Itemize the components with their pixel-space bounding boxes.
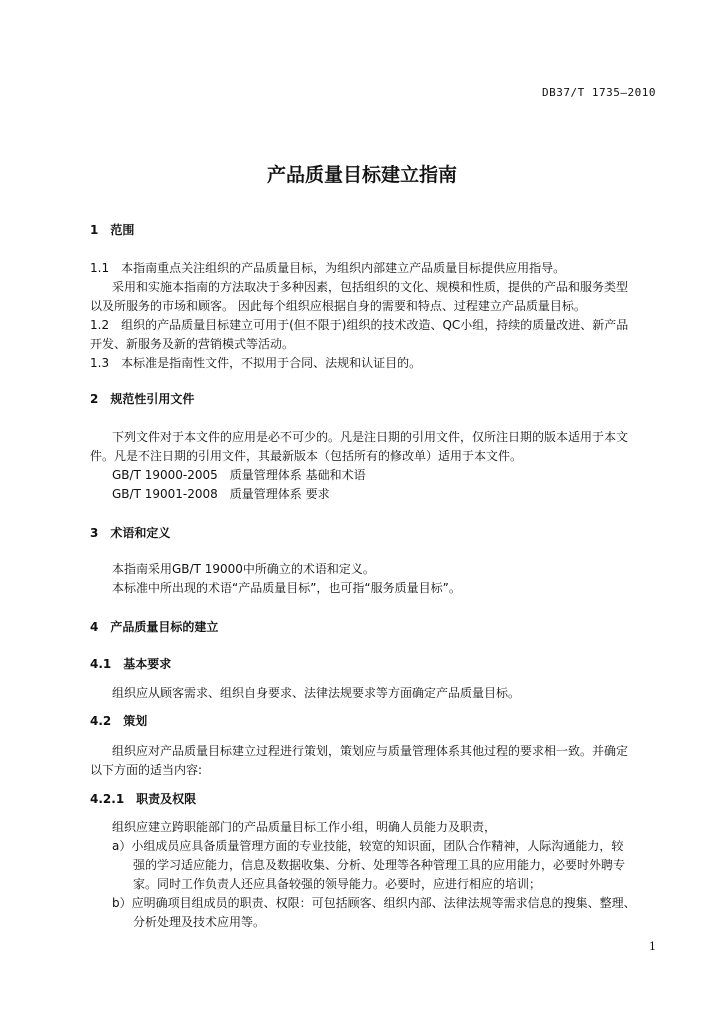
reference-item: GB/T 19001-2008 质量管理体系 要求 <box>112 487 330 501</box>
list-item-continuation: 强的学习适应能力，信息及数据收集、分析、处理等各种管理工具的应用能力，必要时外聘专 <box>133 858 626 872</box>
paragraph-line: 组织应对产品质量目标建立过程进行策划，策划应与质量管理体系其他过程的要求相一致。并确定 <box>112 744 629 758</box>
paragraph-line: 本指南采用GB/T 19000中所确立的术语和定义。 <box>112 562 375 576</box>
list-item: b）应明确项目组成员的职责、权限：可包括顾客、组织内部、法律法规等需求信息的搜集、整理、 <box>112 896 636 910</box>
subsection-heading-4-1: 4.1 基本要求 <box>90 657 172 671</box>
reference-item: GB/T 19000-2005 质量管理体系 基础和术语 <box>112 468 366 482</box>
paragraph-line: 1.2 组织的产品质量目标建立可用于(但不限于)组织的技术改造、QC小组，持续的质量改进、新产品 <box>90 318 629 332</box>
subsection-heading-4-2: 4.2 策划 <box>90 714 148 728</box>
section-heading-3: 3 术语和定义 <box>90 526 171 540</box>
section-heading-1: 1 范围 <box>90 223 135 237</box>
paragraph-line: 1.1 本指南重点关注组织的产品质量目标，为组织内部建立产品质量目标提供应用指导。 <box>90 261 566 275</box>
page-number: 1 <box>649 940 656 953</box>
list-item-continuation: 分析处理及技术应用等。 <box>133 915 266 929</box>
section-heading-4: 4 产品质量目标的建立 <box>90 620 219 634</box>
paragraph-line: 1.3 本标准是指南性文件，不拟用于合同、法规和认证目的。 <box>90 356 422 370</box>
paragraph-line: 件。凡是不注日期的引用文件，其最新版本（包括所有的修改单）适用于本文件。 <box>90 449 523 463</box>
paragraph-line: 开发、新服务及新的营销模式等活动。 <box>90 337 295 351</box>
paragraph-line: 采用和实施本指南的方法取决于多种因素，包括组织的文化、规模和性质，提供的产品和服务类型 <box>112 280 629 294</box>
subsection-heading-4-2-1: 4.2.1 职责及权限 <box>90 792 197 806</box>
paragraph-line: 组织应建立跨职能部门的产品质量目标工作小组，明确人员能力及职责， <box>112 820 497 834</box>
paragraph-line: 以及所服务的市场和顾客。 因此每个组织应根据自身的需要和特点、过程建立产品质量目标。 <box>90 299 586 313</box>
list-item: a）小组成员应具备质量管理方面的专业技能，较宽的知识面，团队合作精神，人际沟通能力，较 <box>112 839 624 853</box>
paragraph-line: 组织应从顾客需求、组织自身要求、法律法规要求等方面确定产品质量目标。 <box>112 686 521 700</box>
paragraph-line: 本标准中所出现的术语“产品质量目标”，也可指“服务质量目标”。 <box>112 581 461 595</box>
paragraph-line: 以下方面的适当内容: <box>90 763 203 777</box>
section-heading-2: 2 规范性引用文件 <box>90 392 195 406</box>
paragraph-line: 下列文件对于本文件的应用是必不可少的。凡是注日期的引用文件，仅所注日期的版本适用于本文 <box>112 430 629 444</box>
document-number: DB37/T 1735—2010 <box>542 86 656 99</box>
document-title: 产品质量目标建立指南 <box>266 164 457 186</box>
list-item-continuation: 家。同时工作负责人还应具备较强的领导能力。必要时，应进行相应的培训； <box>133 877 542 891</box>
